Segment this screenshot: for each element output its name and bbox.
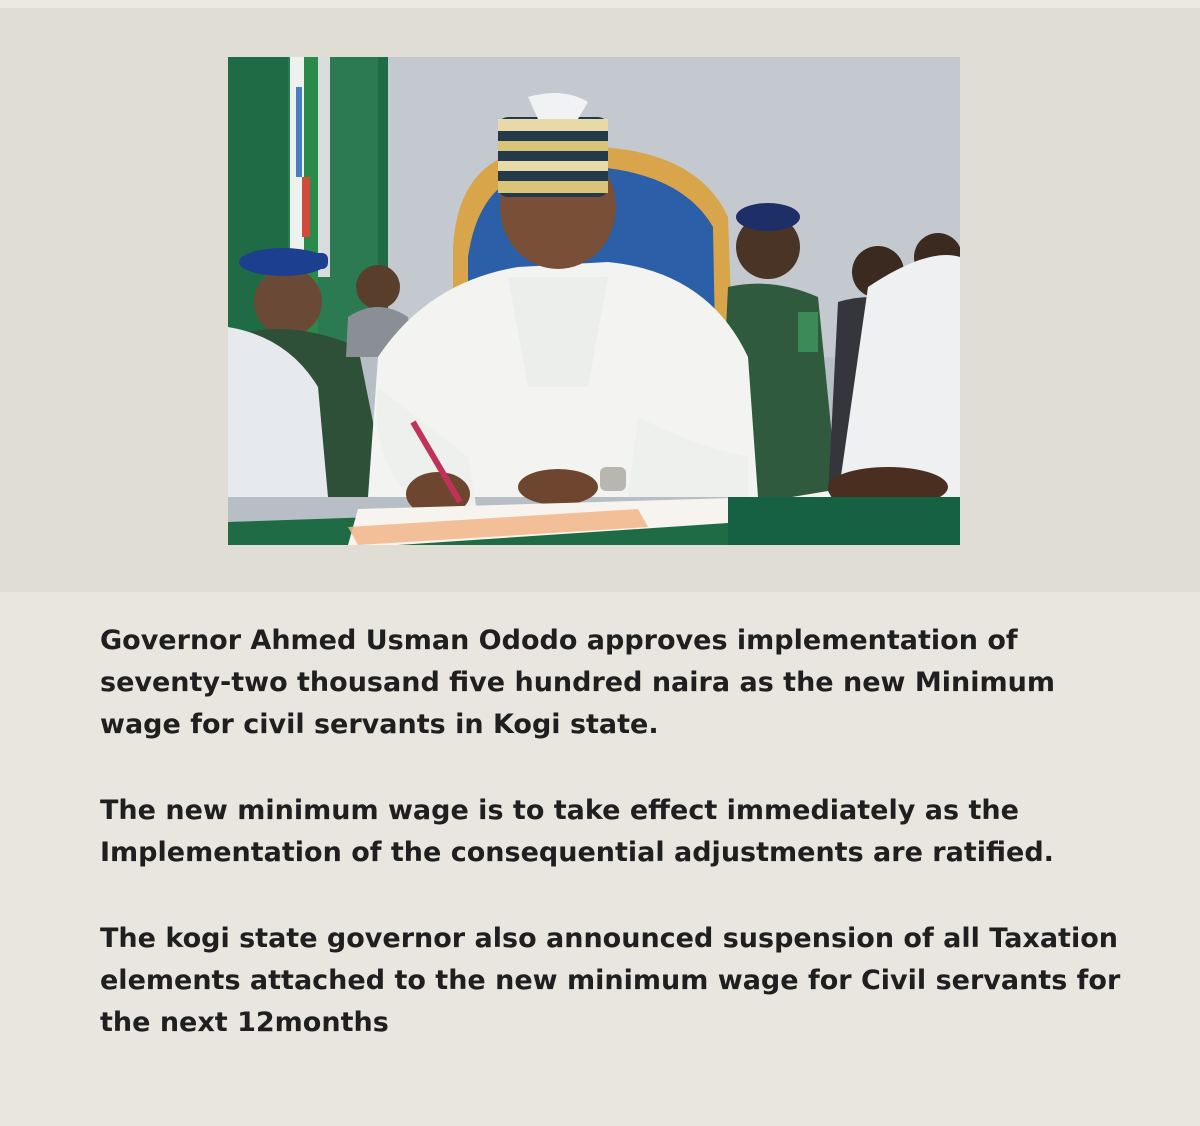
- article-text: [100, 620, 1140, 1088]
- paragraph-effect: The new minimum wage is to take effect immediately as the Implementation of the consequential adjustments are ratified.: [100, 795, 1054, 868]
- paragraph-taxation: The kogi state governor also announced suspension of all Taxation elements attached to the new minimum wage for Civil servants for the next 12months: [100, 923, 1121, 1038]
- paragraph-approval: Governor Ahmed Usman Ododo approves implementation of seventy-two thousand five hundred naira as the new Minimum wage for civil servants in Kogi state.: [100, 625, 1055, 740]
- signing-photo: [228, 57, 960, 545]
